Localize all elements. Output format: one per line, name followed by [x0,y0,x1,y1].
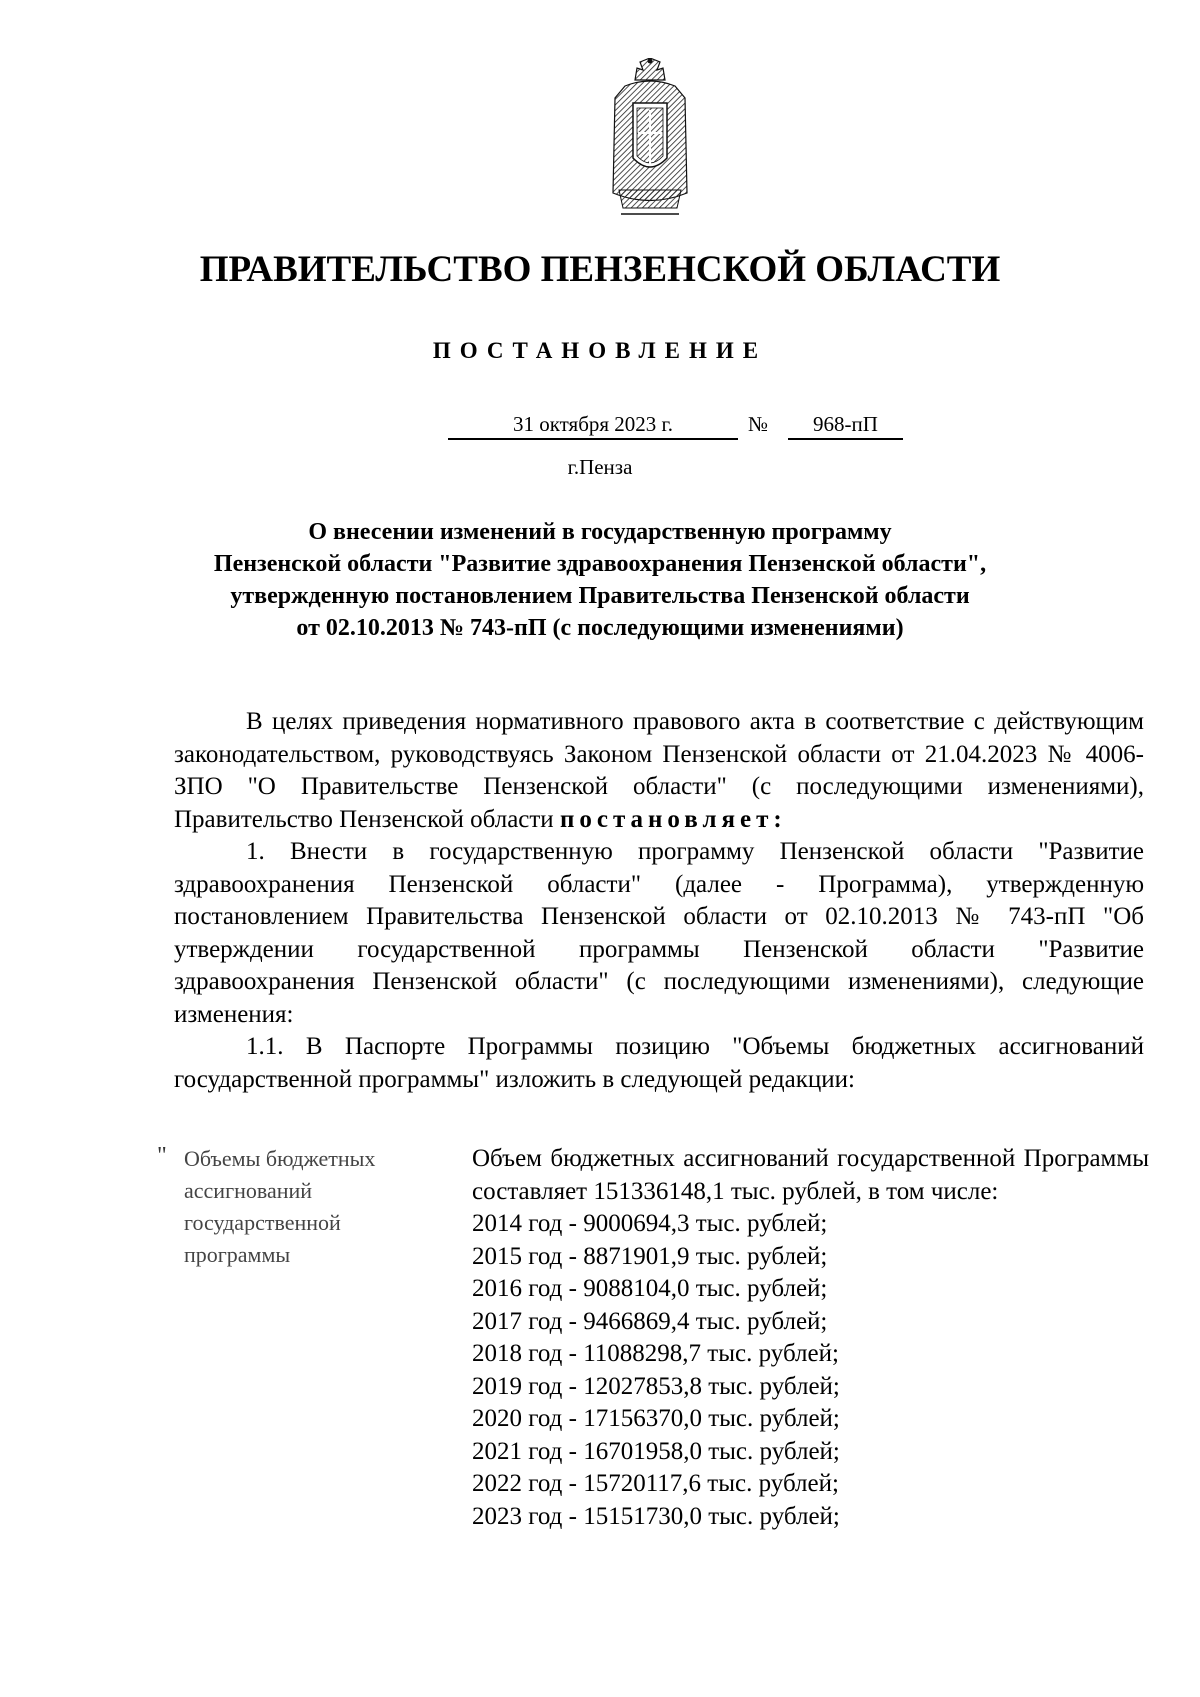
clause-1-paragraph: 1. Внести в государственную программу Пензенской области "Развитие здравоохранения Пензенской области" (далее - Программа), утвержденную постановлением Правительства Пензенской области от 02.10.2013 № 743-пП "Об утверждении государственной программы Пензенской области "Развитие здравоохранения Пензенской области" (с последующими изменениями), следующие изменения: [174,838,1144,1028]
government-title: ПРАВИТЕЛЬСТВО ПЕНЗЕНСКОЙ ОБЛАСТИ [199,249,1001,290]
year-line: 2019 год - 12027853,8 тыс. рублей; [472,1372,840,1400]
subject-line: утвержденную постановлением Правительства Пензенской области [230,583,970,609]
document-number: 968-пП [788,410,903,440]
document-date: 31 октября 2023 г. [448,410,738,440]
subject-line: О внесении изменений в государственную программу [308,519,892,545]
resolves-word: постановляет: [559,805,787,833]
year-line: 2020 год - 17156370,0 тыс. рублей; [472,1405,840,1432]
budget-intro: Объем бюджетных ассигнований государственной Программы составляет 151336148,1 тыс. рублей, в том числе: [472,1145,1149,1205]
number-sign: № [748,412,769,436]
subject-line: Пензенской области "Развитие здравоохранения Пензенской области", [213,551,987,577]
document-type: ПОСТАНОВЛЕНИЕ [432,338,768,363]
open-quote: " [157,1143,167,1169]
year-line: 2017 год - 9466869,4 тыс. рублей; [472,1307,828,1335]
year-line: 2016 год - 9088104,0 тыс. рублей; [472,1275,828,1302]
subject-line: от 02.10.2013 № 743-пП (с последующими изменениями) [296,615,904,641]
preamble-paragraph [174,706,1144,836]
year-line: 2014 год - 9000694,3 тыс. рублей; [472,1210,828,1237]
year-line: 2022 год - 15720117,6 тыс. рублей; [472,1470,839,1497]
passport-label: Объемы бюджетных ассигнований государственной программы [184,1146,376,1267]
document-body [174,706,1144,1096]
city: г.Пенза [567,455,633,479]
document-subject [150,516,1050,644]
coat-of-arms-icon [605,58,695,218]
year-line: 2023 год - 15151730,0 тыс. рублей; [472,1502,840,1530]
year-line: 2018 год - 11088298,7 тыс. рублей; [472,1340,839,1367]
preamble-text: В целях приведения нормативного правового акта в соответствие с действующим законодательством, руководствуясь Законом Пензенской области от 21.04.2023 № 4006-ЗПО "О Правительстве Пензенской области" (с последующими изменениями), Правительство Пензенской области [174,708,1144,833]
date-number-line [448,410,903,446]
passport-value [472,1143,1149,1533]
year-line: 2015 год - 8871901,9 тыс. рублей; [472,1242,828,1270]
year-line: 2021 год - 16701958,0 тыс. рублей; [472,1437,840,1465]
clause-1-1-paragraph: 1.1. В Паспорте Программы позицию "Объемы бюджетных ассигнований государственной программы" изложить в следующей редакции: [174,1033,1144,1093]
